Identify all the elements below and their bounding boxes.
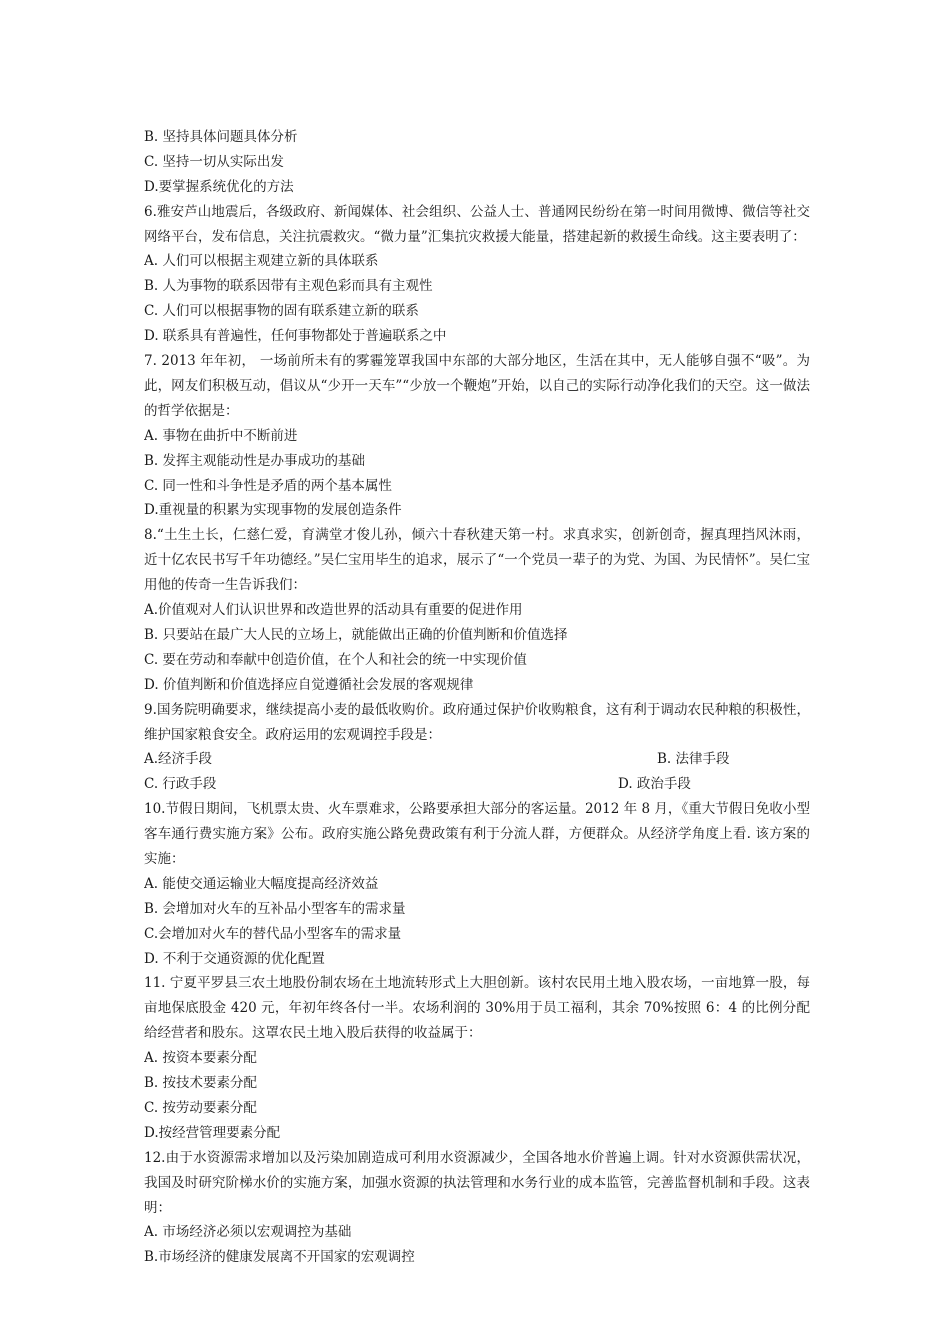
answer-option: C. 按劳动要素分配 [144, 1099, 257, 1116]
answer-option: A. 按资本要素分配 [144, 1050, 257, 1067]
answer-option: C. 同一性和斗争性是矛盾的两个基本属性 [144, 477, 392, 494]
question-stem: 9.国务院明确要求，继续提高小麦的最低收购价。政府通过保护价收购粮食，这有利于调动农民种粮的积极性，维护国家粮食安全。政府运用的宏观调控手段是： [144, 701, 810, 743]
question-stem: 12.由于水资源需求增加以及污染加剧造成可利用水资源减少，全国各地水价普遍上调。针对水资源供需状况，我国及时研究阶梯水价的实施方案，加强水资源的执法管理和水务行业的成本监管，完善监督机制和手段。这表明： [144, 1149, 810, 1216]
option-right: B. 法律手段 [657, 751, 730, 768]
answer-option: B. 只要站在最广大人民的立场上，就能做出正确的价值判断和价值选择 [144, 626, 568, 643]
answer-option: B.市场经济的健康发展离不开国家的宏观调控 [144, 1249, 415, 1266]
answer-option: D. 联系具有普遍性，任何事物都处于普遍联系之中 [144, 328, 447, 345]
answer-option: B. 人为事物的联系因带有主观色彩而具有主观性 [144, 278, 433, 295]
answer-option: A.价值观对人们认识世界和改造世界的活动具有重要的促进作用 [144, 602, 523, 619]
answer-option: C. 坚持一切从实际出发 [144, 153, 284, 170]
option-pair-row [144, 772, 810, 797]
question-stem: 7. 2013 年年初， 一场前所未有的雾霾笼罩我国中东部的大部分地区，生活在其中，无人能够自强不“吸”。为此，网友们积极互动，倡议从“少开一天车”“少放一个鞭炮”开始，以自己的实际行动净化我们的天空。这一做法的哲学依据是： [144, 353, 810, 419]
answer-option: A. 能使交通运输业大幅度提高经济效益 [144, 875, 379, 892]
option-pair-row [144, 747, 810, 772]
answer-option: D. 不利于交通资源的优化配置 [144, 950, 325, 967]
question-stem: 8.“土生土长，仁慈仁爱，育满堂才俊儿孙，倾六十春秋建天第一村。求真求实，创新创奇，握真理挡风沐雨，近十亿农民书写千年功德经。”吴仁宝用毕生的追求，展示了“一个党员一辈子的为党、为国、为民情怀”。吴仁宝用他的传奇一生告诉我们： [144, 527, 810, 594]
answer-option: C.会增加对火车的替代品小型客车的需求量 [144, 925, 402, 942]
option-right: D. 政治手段 [618, 776, 691, 793]
question-list [144, 125, 810, 1270]
answer-option: D.重视量的积累为实现事物的发展创造条件 [144, 502, 402, 519]
answer-option: C. 要在劳动和奉献中创造价值，在个人和社会的统一中实现价值 [144, 651, 527, 668]
question-stem: 10.节假日期间，飞机票太贵、火车票难求，公路要承担大部分的客运量。2012 年 8 月，《重大节假日免收小型客车通行费实施方案》公布。政府实施公路免费政策有利于分流人群，方便群众。从经济学角度上看. 该方案的实施： [144, 801, 810, 868]
answer-option: D.按经营管理要素分配 [144, 1124, 281, 1141]
answer-option: B. 坚持具体问题具体分析 [144, 129, 298, 145]
question-stem: 11. 宁夏平罗县三农土地股份制农场在土地流转形式上大胆创新。该村农民用土地入股农场，一亩地算一股，每亩地保底股金 420 元，年初年终各付一半。农场利润的 30%用于员工福利，其余 70%按照 6：4 的比例分配给经营者和股东。这罩农民土地入股后获得的收益属于： [144, 975, 810, 1042]
answer-option: C. 人们可以根据事物的固有联系建立新的联系 [144, 303, 419, 320]
answer-option: A. 市场经济必须以宏观调控为基础 [144, 1224, 352, 1241]
answer-option: B. 按技术要素分配 [144, 1075, 258, 1092]
answer-option: D. 价值判断和价值选择应自觉遵循社会发展的客观规律 [144, 676, 474, 693]
answer-option: B. 会增加对火车的互补品小型客车的需求量 [144, 900, 406, 917]
answer-option: A. 人们可以根据主观建立新的具体联系 [144, 253, 379, 270]
question-stem: 6.雅安芦山地震后，各级政府、新闻媒体、社会组织、公益人士、普通网民纷纷在第一时间用微博、微信等社交网络平台，发布信息，关注抗震救灾。“微力量”汇集抗灾救援大能量，搭建起新的救援生命线。这主要表明了： [144, 203, 810, 245]
answer-option: B. 发挥主观能动性是办事成功的基础 [144, 452, 366, 469]
option-left: A.经济手段 [144, 751, 213, 768]
answer-option: D.要掌握系统优化的方法 [144, 178, 294, 195]
answer-option: A. 事物在曲折中不断前进 [144, 427, 298, 444]
option-left: C. 行政手段 [144, 776, 217, 793]
